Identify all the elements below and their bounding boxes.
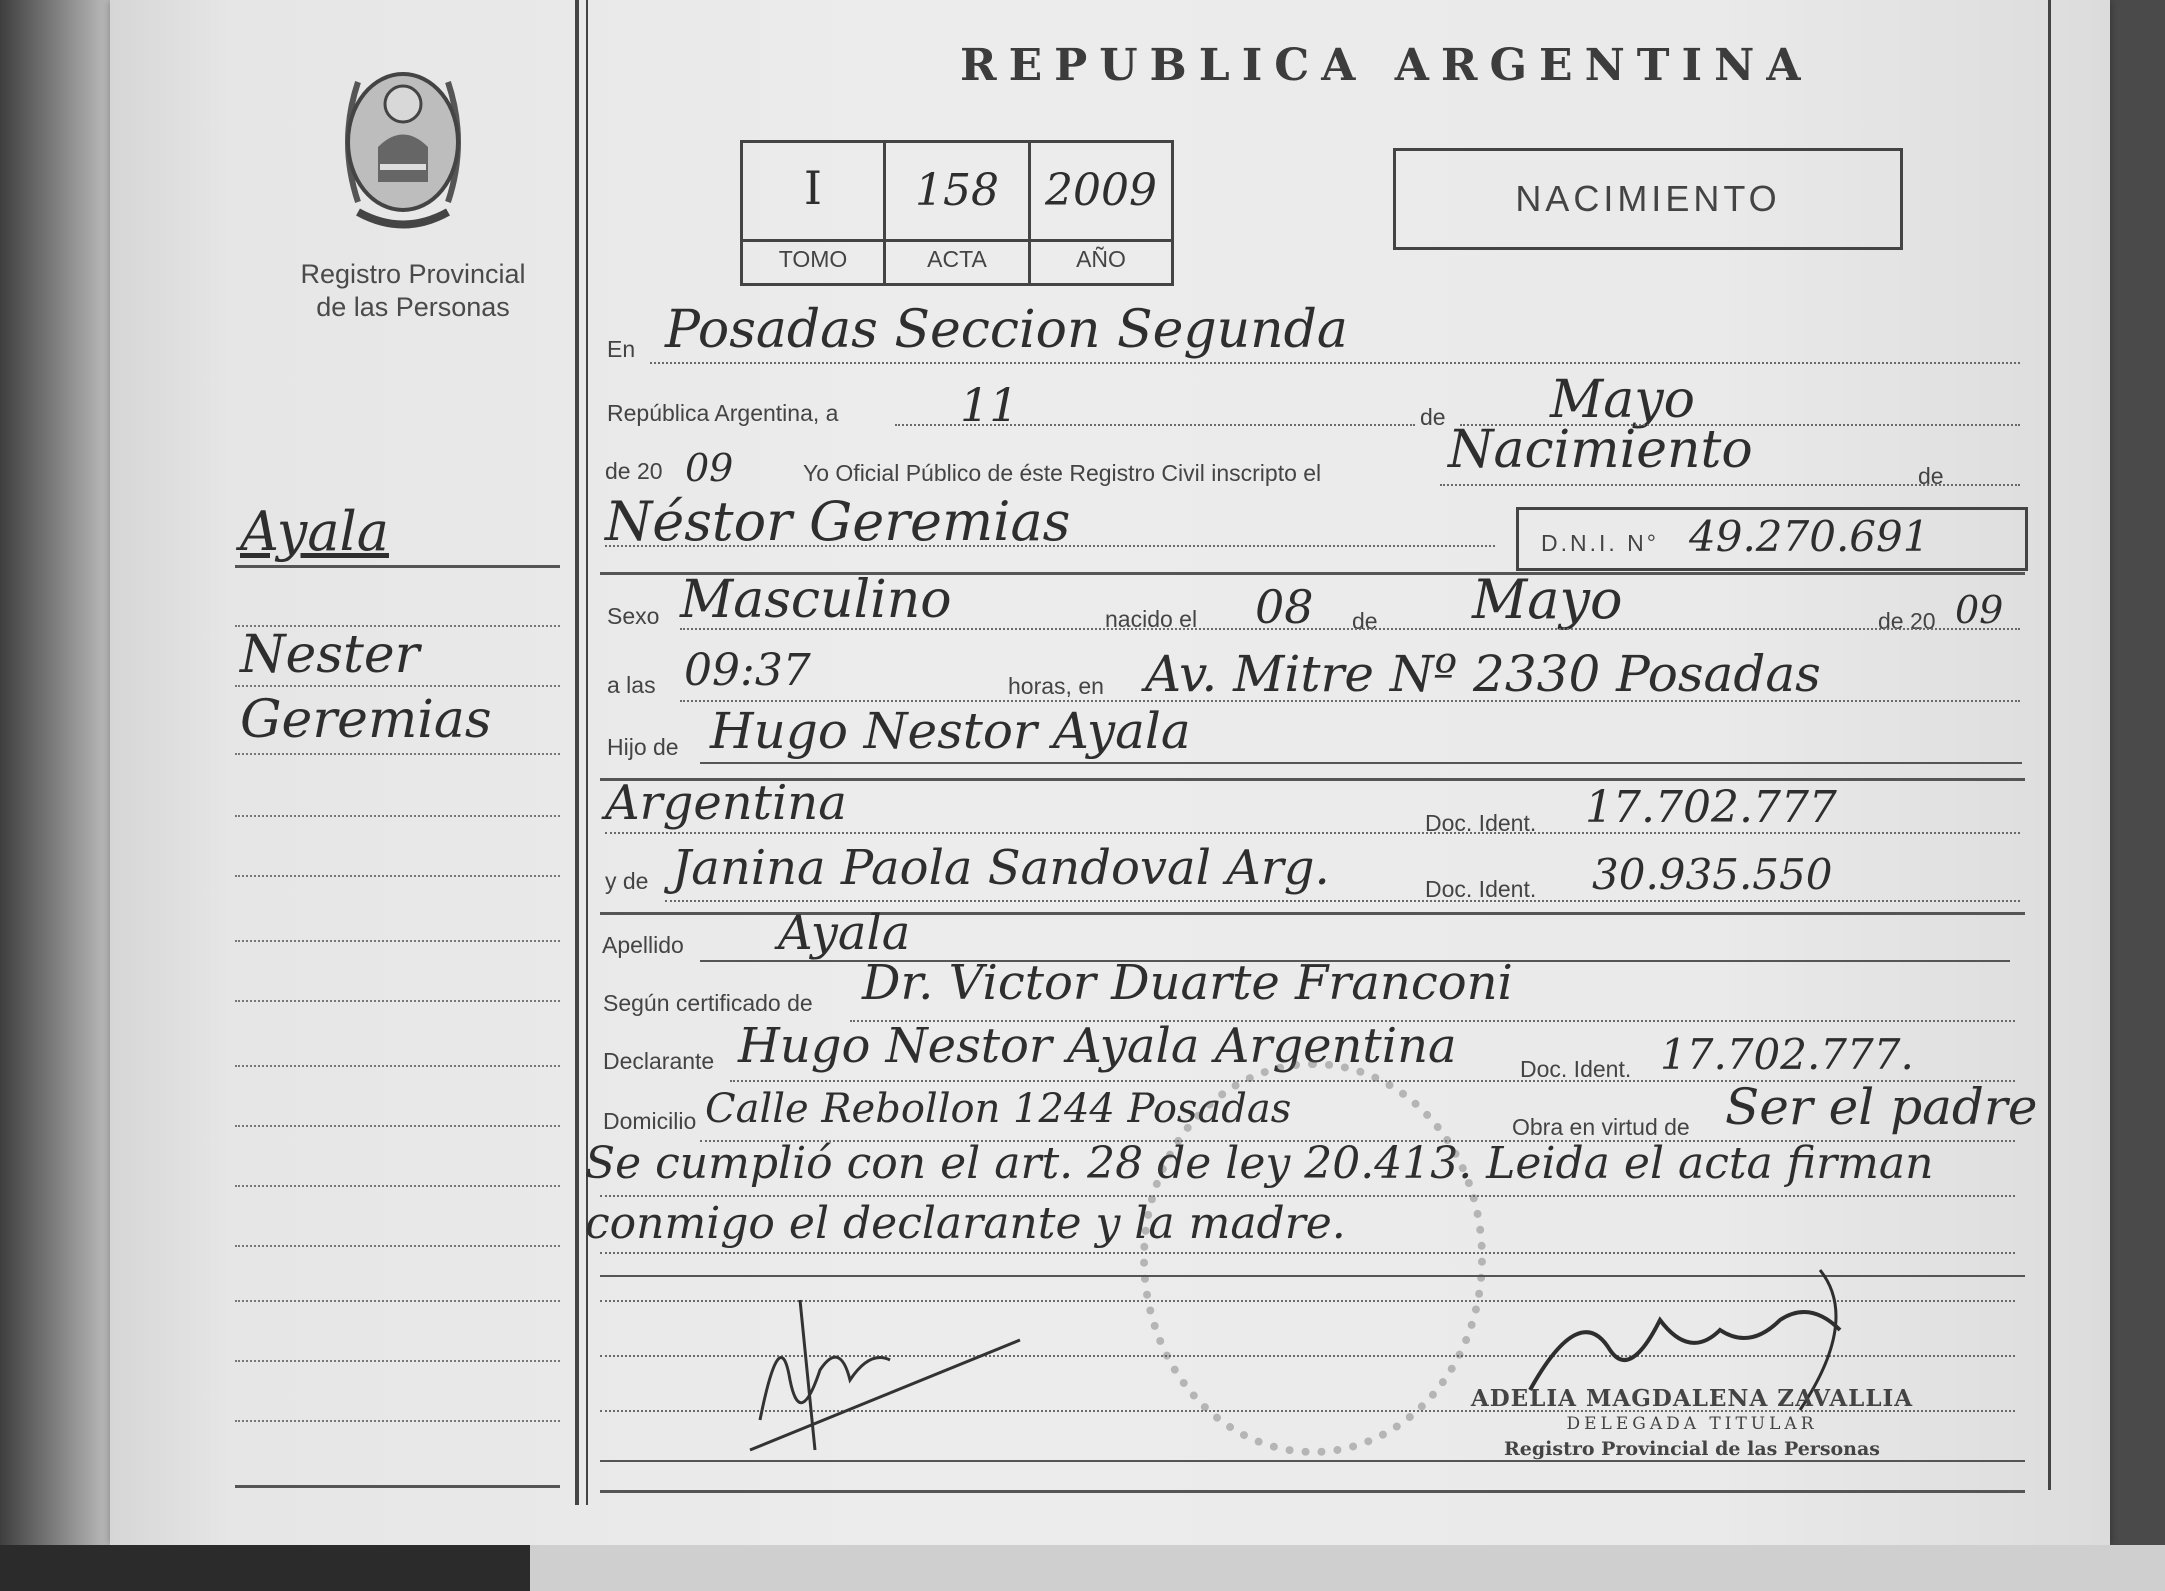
stub-line	[235, 1185, 560, 1187]
obra-value: Ser el padre	[1725, 1078, 2038, 1136]
page-edge	[530, 1545, 2165, 1591]
year-label: AÑO	[1076, 246, 1126, 272]
year-value: 2009	[1045, 165, 1157, 216]
stub-line	[235, 1360, 560, 1362]
declarante-value: Hugo Nestor Ayala Argentina	[738, 1018, 1457, 1074]
official-seal-icon	[1140, 1060, 1486, 1456]
father-value: Hugo Nestor Ayala	[710, 702, 1191, 760]
declarante-doc-value: 17.702.777.	[1660, 1030, 1914, 1079]
observation-line-1: Se cumplió con el art. 28 de ley 20.413. Leida el acta firman	[585, 1138, 1934, 1189]
de-label: de	[1420, 404, 1446, 430]
sexo-label: Sexo	[607, 603, 660, 629]
birth-year-suffix-value: 09	[1955, 588, 2004, 632]
record-type: NACIMIENTO	[1515, 178, 1781, 219]
province-emblem-icon	[318, 52, 488, 232]
stub-divider	[575, 0, 579, 1505]
observation-line-2: conmigo el declarante y la madre.	[585, 1198, 1346, 1249]
segun-label: Según certificado de	[603, 990, 813, 1016]
stub-surname: Ayala	[240, 500, 389, 563]
birth-place-value: Av. Mitre Nº 2330 Posadas	[1145, 645, 1821, 703]
docident-label-2: Doc. Ident.	[1425, 876, 1537, 902]
birth-day-value: 08	[1255, 580, 1314, 634]
official-role: DELEGADA TITULAR	[1566, 1414, 1818, 1434]
declarante-label: Declarante	[603, 1048, 715, 1074]
place-value: Posadas Seccion Segunda	[665, 300, 1348, 360]
child-name-value: Néstor Geremias	[605, 490, 1071, 553]
year-suffix-value: 09	[685, 446, 734, 490]
field-line	[680, 628, 2020, 630]
obra-label: Obra en virtud de	[1512, 1114, 1690, 1140]
domicilio-label: Domicilio	[603, 1108, 697, 1134]
oficial-label: Yo Oficial Público de éste Registro Civil inscripto el	[803, 460, 1322, 486]
month-value: Mayo	[1550, 370, 1695, 430]
tomo-value: I	[803, 161, 823, 215]
mother-value: Janina Paola Sandoval Arg.	[672, 840, 1330, 896]
stub-first-name: Nester	[240, 625, 420, 685]
stub-line	[235, 625, 560, 627]
stub-line	[235, 1125, 560, 1127]
stub-second-name: Geremias	[240, 690, 492, 750]
stub-line	[235, 940, 560, 942]
horas-label: horas, en	[1008, 673, 1104, 699]
dni-label: D.N.I. N°	[1541, 530, 1659, 556]
section-rule	[600, 1490, 2025, 1493]
stub-line	[235, 1420, 560, 1422]
field-line	[1440, 484, 2020, 486]
domicilio-value: Calle Rebollon 1244 Posadas	[705, 1086, 1292, 1132]
official-office: Registro Provincial de las Personas	[1503, 1438, 1881, 1460]
registry-name-line2: de las Personas	[316, 292, 510, 322]
acta-value: 158	[915, 165, 999, 216]
field-line	[700, 762, 2022, 764]
de20-label-2: de 20	[1878, 608, 1936, 634]
sex-value: Masculino	[680, 570, 952, 630]
field-line	[605, 545, 1495, 547]
stub-line	[235, 1245, 560, 1247]
dni-box	[1516, 507, 2028, 571]
book-spine	[0, 0, 110, 1545]
field-line	[650, 362, 2020, 364]
father-nationality-value: Argentina	[605, 775, 847, 831]
apellido-value: Ayala	[778, 905, 911, 961]
stub-divider-inner	[586, 0, 588, 1505]
field-line	[605, 832, 2020, 834]
birth-month-value: Mayo	[1472, 568, 1623, 631]
act-type-value: Nacimiento	[1448, 420, 1753, 480]
tomo-label: TOMO	[778, 246, 848, 272]
stub-line	[235, 1300, 560, 1302]
field-line	[665, 900, 2020, 902]
section-rule	[600, 1460, 2025, 1462]
mother-doc-value: 30.935.550	[1592, 850, 1833, 899]
time-value: 09:37	[684, 645, 811, 696]
yde-label: y de	[605, 868, 649, 894]
docident-label: Doc. Ident.	[1425, 810, 1537, 836]
father-doc-value: 17.702.777	[1585, 782, 1837, 833]
nacido-label: nacido el	[1105, 606, 1198, 632]
declarante-signature-icon	[720, 1280, 1040, 1460]
alas-label: a las	[607, 672, 656, 698]
stub-surname-line	[235, 565, 560, 568]
stub-line	[235, 685, 560, 687]
doctor-value: Dr. Victor Duarte Franconi	[862, 955, 1513, 1011]
registry-name-line1: Registro Provincial	[300, 259, 526, 289]
day-value: 11	[960, 378, 1019, 432]
stub-line	[235, 1000, 560, 1002]
republica-label: República Argentina, a	[607, 400, 839, 426]
apellido-label: Apellido	[602, 932, 684, 958]
record-number-table	[740, 140, 1174, 286]
acta-label: ACTA	[927, 246, 987, 272]
stub-line	[235, 875, 560, 877]
table-surface	[0, 1545, 530, 1591]
stub-line	[235, 1065, 560, 1067]
hijo-label: Hijo de	[607, 734, 679, 760]
country-title: REPUBLICA ARGENTINA	[960, 40, 1813, 91]
stub-bottom-line	[235, 1485, 560, 1488]
de-label-2: de	[1918, 463, 1944, 489]
de-label-3: de	[1352, 608, 1378, 634]
docident-label-3: Doc. Ident.	[1520, 1056, 1632, 1082]
stub-line	[235, 753, 560, 755]
en-label: En	[607, 336, 636, 362]
form-right-border	[2048, 0, 2051, 1490]
record-type-box	[1393, 148, 1903, 250]
stub-line	[235, 815, 560, 817]
field-line	[895, 424, 1415, 426]
dni-value: 49.270.691	[1689, 512, 1930, 561]
de20-label: de 20	[605, 458, 663, 484]
official-name: ADELIA MAGDALENA ZAVALLIA	[1470, 1385, 1914, 1412]
